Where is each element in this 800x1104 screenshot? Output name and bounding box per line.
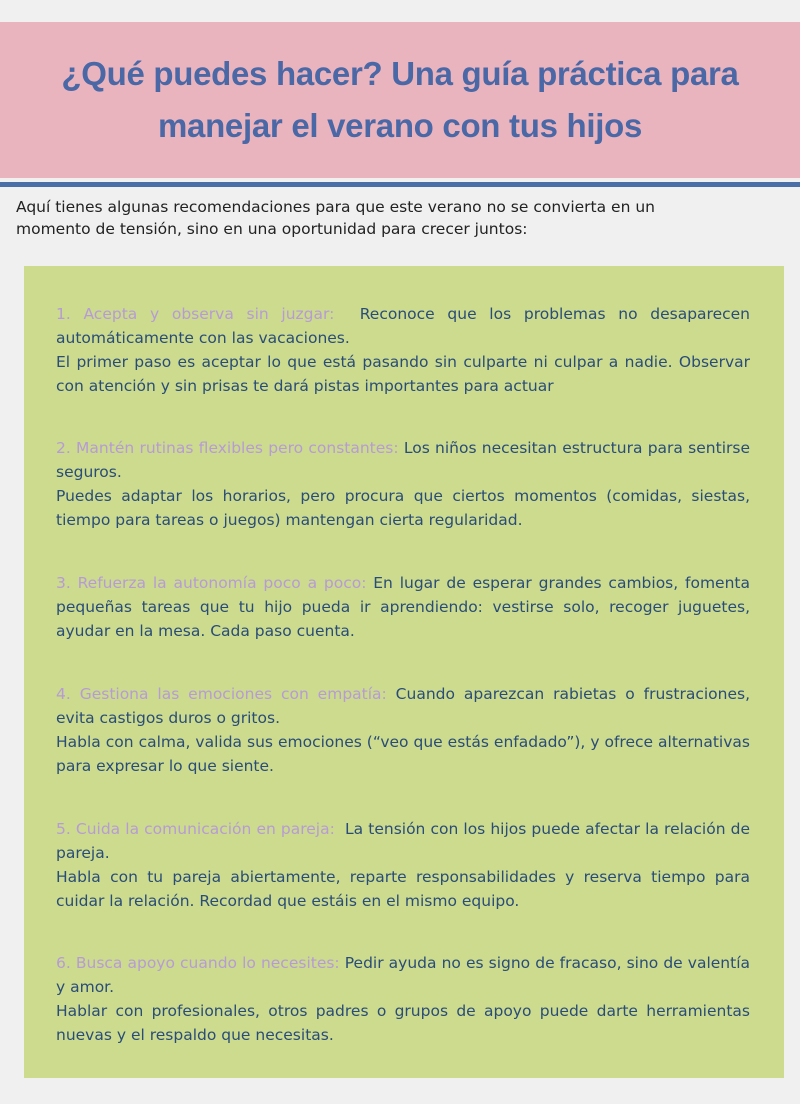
intro-paragraph: Aquí tienes algunas recomendaciones para que este verano no se convierta en un momento de tensión, sino en una oportunidad para crecer juntos: (16, 198, 655, 238)
tip-text-detail: Habla con tu pareja abiertamente, reparte responsabilidades y reserva tiempo para cuidar la relación. Recordad que estáis en el mismo equipo. (56, 868, 750, 910)
tip-text: Los niños necesitan estructura para sentirse seguros. (56, 439, 750, 481)
page-title: ¿Qué puedes hacer? Una guía práctica para manejar el verano con tus hijos (61, 55, 739, 144)
title-banner (0, 22, 800, 178)
tip-item (56, 302, 750, 398)
tip-text: Reconoce que los problemas no desaparecen automáticamente con las vacaciones. (56, 305, 750, 347)
tip-text: La tensión con los hijos puede afectar la relación de pareja. (56, 820, 751, 862)
tip-text-detail: Hablar con profesionales, otros padres o grupos de apoyo puede darte herramientas nuevas y el respaldo que necesitas. (56, 1002, 750, 1044)
tip-text: En lugar de esperar grandes cambios, fomenta pequeñas tareas que tu hijo pueda ir aprendiendo: vestirse solo, recoger juguetes, ayudar en la mesa. Cada paso cuenta. (56, 574, 750, 640)
tip-item (56, 817, 750, 913)
tip-text-detail: El primer paso es aceptar lo que está pasando sin culparte ni culpar a nadie. Observar con atención y sin prisas te dará pistas importantes para actuar (56, 353, 750, 395)
tip-heading: 6. Busca apoyo cuando lo necesites: (56, 954, 340, 972)
tip-heading: 1. Acepta y observa sin juzgar: (56, 305, 335, 323)
tip-text-detail: Puedes adaptar los horarios, pero procura que ciertos momentos (comidas, siestas, tiempo para tareas o juegos) mantengan cierta regularidad. (56, 487, 750, 529)
tip-item (56, 951, 750, 1047)
tip-text: Cuando aparezcan rabietas o frustraciones, evita castigos duros o gritos. (56, 685, 750, 727)
tips-panel (24, 266, 784, 1078)
tip-heading: 5. Cuida la comunicación en pareja: (56, 820, 335, 838)
tip-text: Pedir ayuda no es signo de fracaso, sino de valentía y amor. (56, 954, 750, 996)
tip-heading: 4. Gestiona las emociones con empatía: (56, 685, 387, 703)
tip-item (56, 682, 750, 778)
tip-heading: 2. Mantén rutinas flexibles pero constantes: (56, 439, 399, 457)
tip-heading: 3. Refuerza la autonomía poco a poco: (56, 574, 367, 592)
tip-text-detail: Habla con calma, valida sus emociones (“veo que estás enfadado”), y ofrece alternativas para expresar lo que siente. (56, 733, 750, 775)
tip-item (56, 436, 750, 532)
header-divider (0, 182, 800, 187)
tip-item (56, 571, 750, 643)
